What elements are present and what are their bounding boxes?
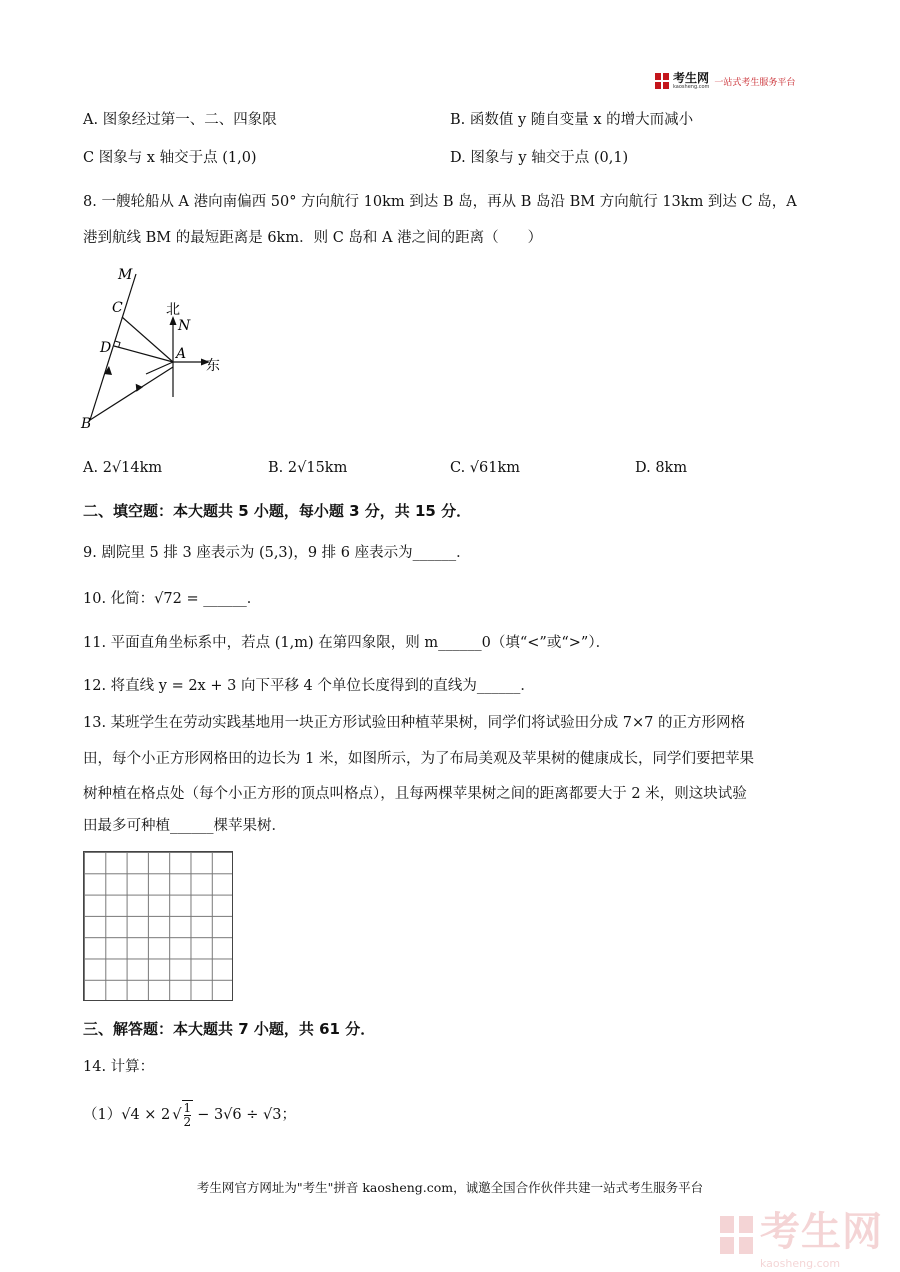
logo-mark-icon [655,73,669,89]
figure-label-b: B [81,416,92,432]
section-2-heading: 二、填空题：本大题共 5 小题，每小题 3 分，共 15 分． [83,502,472,520]
q8-option-d: D. 8km [635,460,688,476]
watermark-logo [720,1200,883,1270]
question-13-line-1: 13. 某班学生在劳动实践基地用一块正方形试验田种植苹果树，同学们将试验田分成 7×7 的正方形网格 [83,715,745,731]
question-14: 14. 计算： [83,1059,155,1075]
q14-1-fraction: $\frac{1}{2}$ [183,1101,192,1129]
section-3-heading: 三、解答题：本大题共 7 小题，共 61 分． [83,1020,376,1038]
logo-slogan: 一站式考生服务平台 [714,77,796,88]
question-13-line-3: 树种植在格点处（每个小正方形的顶点叫格点），且每两棵苹果树之间的距离都要大于 2 米，则这块试验 [83,786,747,802]
watermark-sub: kaosheng.com [760,1257,841,1270]
q8-line-2: 港到航线 BM 的最短距离是 6km．则 C 岛和 A 港之间的距离（ ） [83,230,543,246]
q7-option-c: C 图象与 x 轴交于点 (1,0) [83,150,257,166]
figure-label-m: M [118,267,133,283]
q8-line-1: 8. 一艘轮船从 A 港向南偏西 50° 方向航行 10km 到达 B 岛，再从 B 岛沿 BM 方向航行 13km 到达 C 岛，A [83,194,797,210]
question-9: 9. 剧院里 5 排 3 座表示为 (5,3)，9 排 6 座表示为______． [83,545,471,561]
q7-option-b: B. 函数值 y 随自变量 x 的增大而减小 [450,112,694,128]
watermark-mark-icon [720,1216,754,1254]
figure-label-east: 东 [206,358,220,374]
figure-label-north: 北 [166,302,180,318]
header-logo [655,72,795,90]
q14-1-suffix: − 3√6 ÷ √3； [197,1106,296,1123]
q13-grid-figure [83,851,233,1001]
question-13-line-4: 田最多可种植______棵苹果树． [83,818,286,834]
q8-figure [78,262,238,438]
footer-text: 考生网官方网址为"考生"拼音 kaosheng.com，诚邀全国合作伙伴共建一站式考生服务平台 [196,1180,704,1195]
watermark-text: 考生网 [760,1209,883,1255]
figure-label-c: C [112,300,123,316]
question-11: 11. 平面直角坐标系中，若点 (1,m) 在第四象限，则 m______0（填“<”或“>”）． [83,635,611,651]
q8-option-b: B. 2√15km [268,460,348,476]
figure-label-n: N [178,318,191,334]
question-12: 12. 将直线 y = 2x + 3 向下平移 4 个单位长度得到的直线为______． [83,678,535,694]
q7-option-a: A. 图象经过第一、二、四象限 [83,112,277,128]
logo-name: 考生网 [673,71,710,85]
logo-sub: kaosheng.com [673,84,710,90]
figure-label-a: A [176,346,187,362]
figure-label-d: D [100,340,112,356]
question-13-line-2: 田，每个小正方形网格田的边长为 1 米，如图所示，为了布局美观及苹果树的健康成长，同学们要把苹果 [83,751,754,767]
q8-option-a: A. 2√14km [83,460,163,476]
question-14-part-1: （1）√4 × 2 √ $\frac{1}{2}$ − 3√6 ÷ √3； [83,1101,296,1129]
q7-option-d: D. 图象与 y 轴交于点 (0,1) [450,150,629,166]
q14-1-prefix: （1）√4 × 2 [83,1106,171,1123]
q8-option-c: C. √61km [450,460,521,476]
question-10: 10. 化简：√72 = ______． [83,591,262,607]
